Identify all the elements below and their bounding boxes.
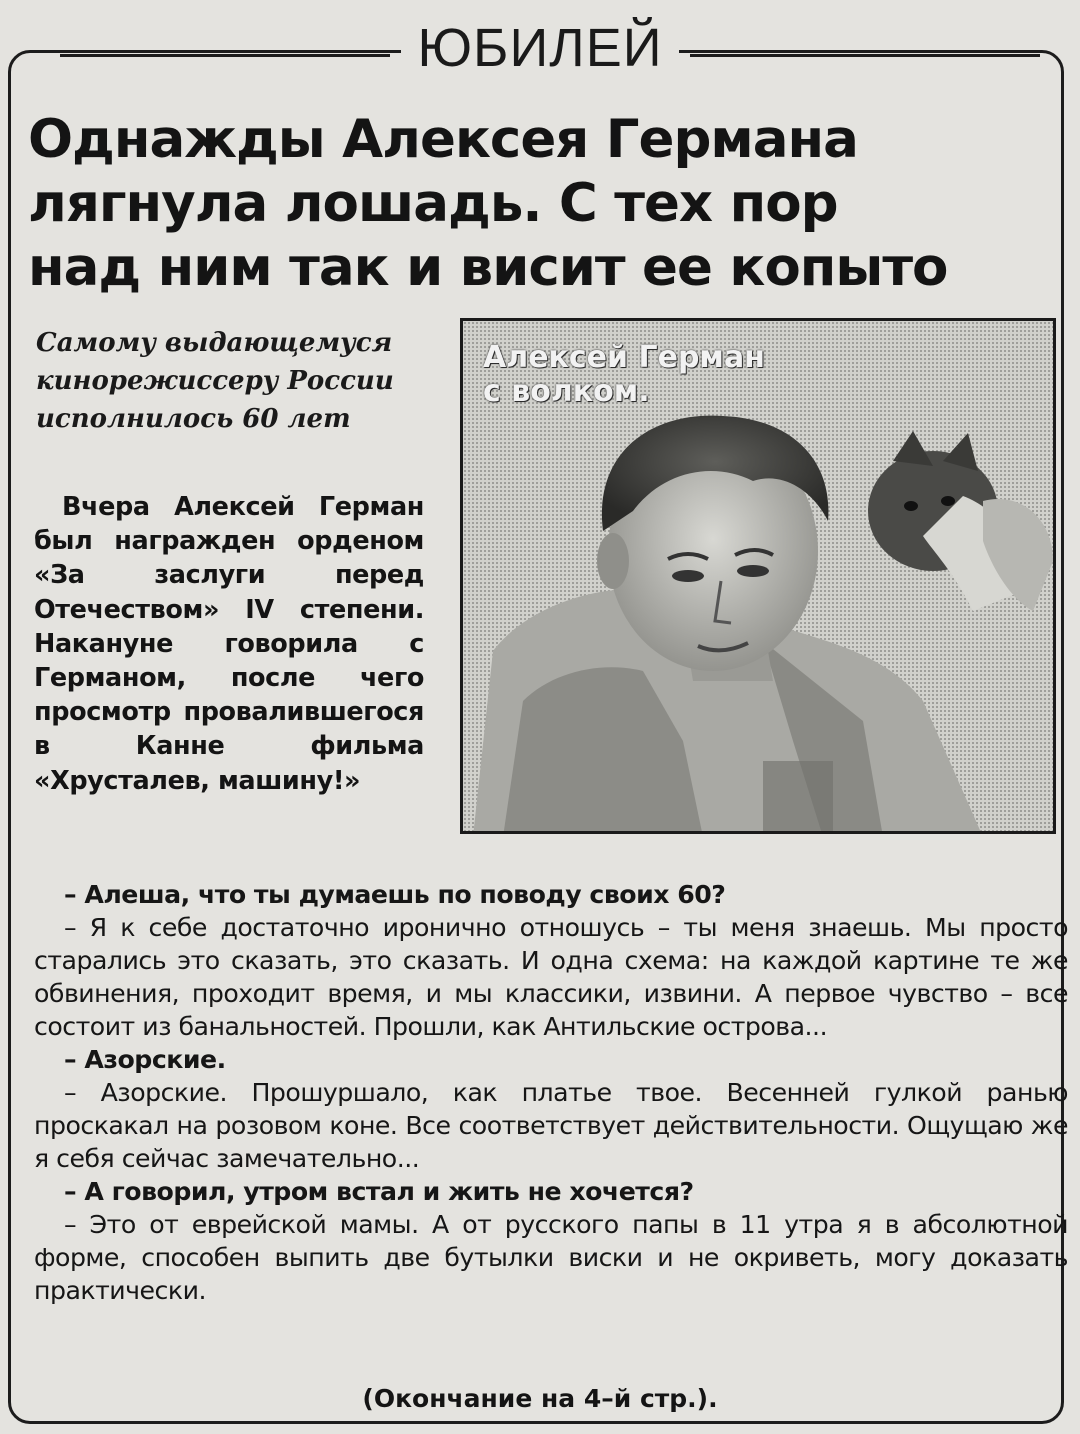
lead-subtitle: Самому выдающемуся кинорежиссеру России исполнилось 60 лет	[36, 328, 394, 434]
photo	[460, 318, 1056, 834]
headline-line-2: лягнула лошадь. С тех пор	[28, 173, 838, 234]
continuation-note: (Окончание на 4–й стр.).	[362, 1384, 718, 1413]
headline-line-3: над ним так и висит ее копыто	[28, 237, 948, 298]
interview-body	[34, 878, 1068, 1307]
photo-caption-line-1: Алексей Герман	[483, 340, 765, 375]
rubric-label: ЮБИЛЕЙ	[401, 18, 678, 78]
interview-answer-2: – Азорские. Прошуршало, как платье твое. Весенней гулкой ранью проскакал на розовом коне. Все соответствует действительности. Ощущаю же я себя сейчас замечательно...	[34, 1078, 1068, 1173]
interview-answer-1: – Я к себе достаточно иронично отношусь – ты меня знаешь. Мы просто старались это сказать, это сказать. И одна схема: на каждой картине те же обвинения, проходит время, и мы классики, извини. А первое чувство – все состоит из банальностей. Прошли, как Антильские острова...	[34, 913, 1068, 1041]
rubric-header	[40, 18, 1040, 78]
headline-line-1: Однажды Алексея Германа	[28, 109, 858, 170]
headline	[28, 108, 1048, 300]
intro-text: Вчера Алексей Герман был награжден орденом «За заслуги перед Отечеством» IV степени. Накануне говорила с Германом, после чего просмотр провалившегося в Канне фильма «Хрусталев, машину!»	[34, 492, 424, 796]
photo-caption-line-2: с волком.	[483, 374, 650, 409]
interview-answer-3: – Это от еврейской мамы. А от русского папы в 11 утра я в абсолютной форме, способен выпить две бутылки виски и не окриветь, могу доказать практически.	[34, 1210, 1068, 1305]
interview-question-1: – Алеша, что ты думаешь по поводу своих 60?	[64, 880, 726, 909]
photo-caption	[483, 341, 765, 409]
interview-question-2: – Азорские.	[64, 1045, 226, 1074]
intro-paragraph	[34, 490, 424, 798]
interview-question-3: – А говорил, утром встал и жить не хочется?	[64, 1177, 694, 1206]
